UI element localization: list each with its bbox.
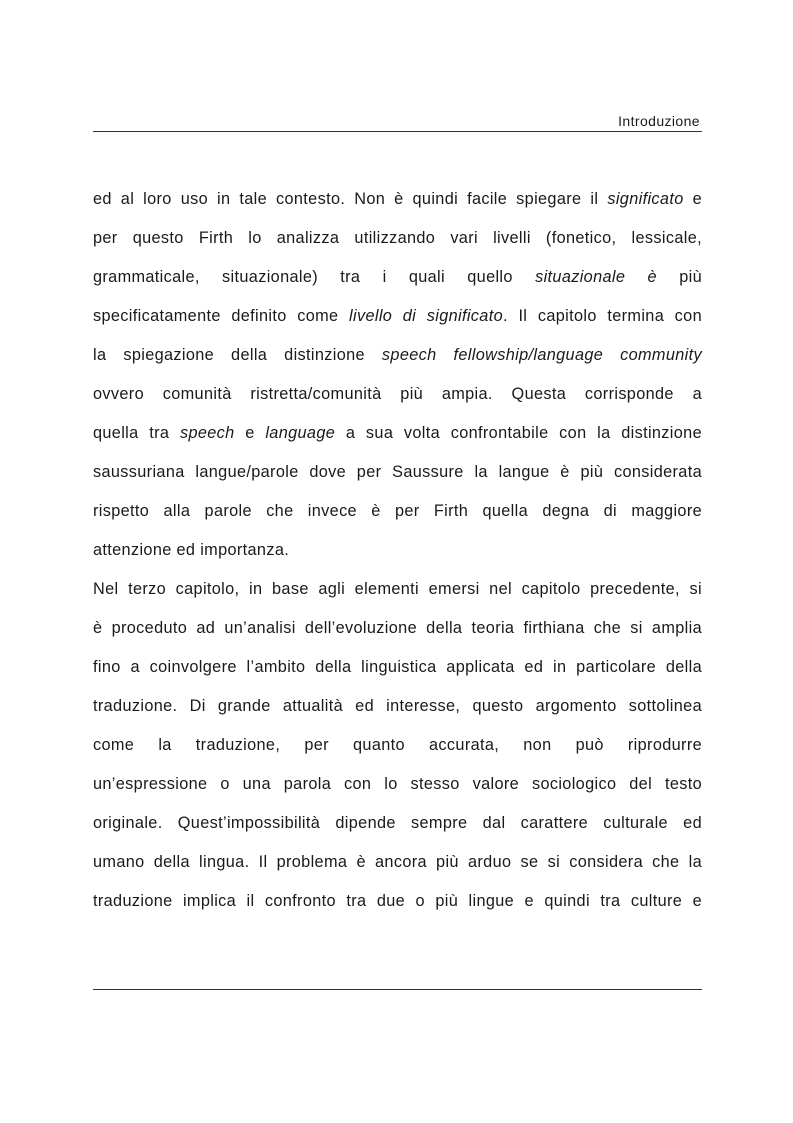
text-segment: e: [683, 190, 702, 208]
text-line: [93, 809, 702, 848]
text-segment: è proceduto ad un’analisi dell’evoluzione della teoria firthiana che si amplia: [93, 619, 702, 637]
text-segment: più: [656, 268, 702, 286]
text-line: [93, 770, 702, 809]
text-line: [93, 731, 702, 770]
text-segment: per questo Firth lo analizza utilizzando vari livelli (fonetico, lessicale,: [93, 229, 702, 247]
text-line: [93, 575, 702, 614]
italic-term: speech: [179, 424, 235, 442]
text-segment: ovvero comunità ristretta/comunità più ampia. Questa corrisponde a: [93, 385, 702, 403]
text-line: [93, 887, 702, 926]
text-segment: ed al loro uso in tale contesto. Non è quindi facile spiegare il: [93, 190, 608, 208]
text-line: [93, 419, 702, 458]
body-text: [93, 185, 702, 926]
footer-rule: [93, 989, 702, 990]
text-segment: . Il capitolo termina con: [502, 307, 702, 325]
text-segment: un’espressione o una parola con lo stesso valore sociologico del testo: [93, 775, 702, 793]
text-line: [93, 224, 702, 263]
text-line: [93, 380, 702, 419]
text-segment: e: [234, 424, 266, 442]
text-segment: specificatamente definito come: [93, 307, 350, 325]
text-segment: Nel terzo capitolo, in base agli elementi emersi nel capitolo precedente, si: [93, 580, 702, 598]
text-line: [93, 614, 702, 653]
italic-term: livello di significato: [349, 307, 503, 325]
text-line: [93, 497, 702, 536]
text-segment: a sua volta confrontabile con la distinzione: [335, 424, 702, 442]
text-segment: originale. Quest’impossibilità dipende sempre dal carattere culturale ed: [93, 814, 702, 832]
text-segment: come la traduzione, per quanto accurata, non può riprodurre: [93, 736, 702, 754]
text-line: [93, 341, 702, 380]
text-line: [93, 848, 702, 887]
header-rule: [93, 131, 702, 132]
text-segment: fino a coinvolgere l’ambito della linguistica applicata ed in particolare della: [93, 658, 702, 676]
text-line: [93, 653, 702, 692]
text-segment: traduzione implica il confronto tra due o più lingue e quindi tra culture e: [93, 892, 702, 910]
text-segment: quella tra: [93, 424, 180, 442]
running-header-title: Introduzione: [618, 113, 700, 129]
italic-term: significato: [607, 190, 684, 208]
text-segment: la spiegazione della distinzione: [93, 346, 382, 364]
italic-term: situazionale è: [535, 268, 657, 286]
text-line: [93, 692, 702, 731]
italic-term: language: [265, 424, 336, 442]
italic-term: speech fellowship/language community: [381, 346, 702, 364]
text-segment: umano della lingua. Il problema è ancora più arduo se si considera che la: [93, 853, 702, 871]
text-line: [93, 263, 702, 302]
text-line: [93, 536, 702, 575]
text-segment: rispetto alla parole che invece è per Firth quella degna di maggiore: [93, 502, 702, 520]
text-segment: grammaticale, situazionale) tra i quali quello: [93, 268, 536, 286]
text-segment: attenzione ed importanza.: [93, 541, 290, 559]
text-segment: traduzione. Di grande attualità ed interesse, questo argomento sottolinea: [93, 697, 702, 715]
text-line: [93, 302, 702, 341]
text-line: [93, 458, 702, 497]
text-line: [93, 185, 702, 224]
text-segment: saussuriana langue/parole dove per Saussure la langue è più considerata: [93, 463, 702, 481]
